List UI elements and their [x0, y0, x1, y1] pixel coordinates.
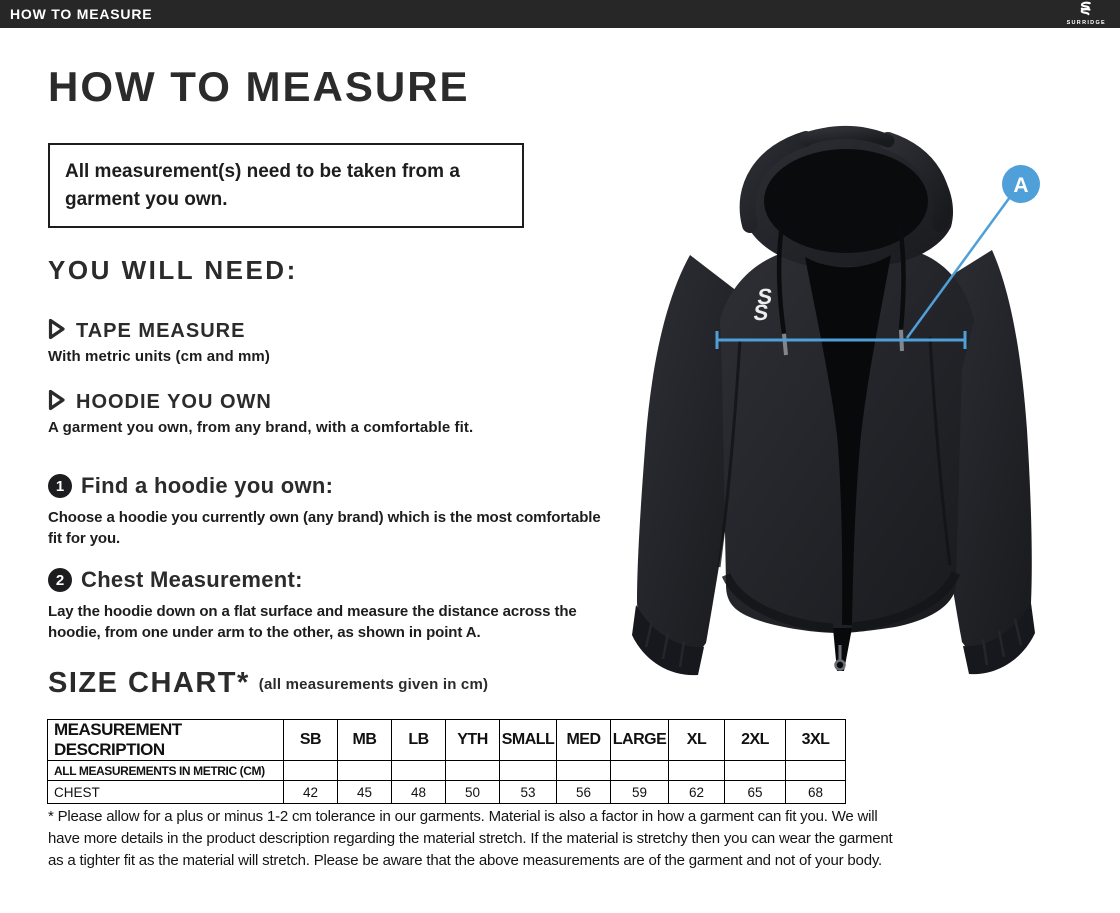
column-header: XL [669, 720, 725, 761]
point-a-marker [1002, 165, 1040, 203]
triangle-right-icon [48, 318, 66, 345]
row-label: CHEST [48, 781, 284, 804]
column-header: MB [338, 720, 392, 761]
triangle-right-icon [48, 389, 66, 416]
column-header: LARGE [611, 720, 669, 761]
column-header: MED [557, 720, 611, 761]
step-description: Lay the hoodie down on a flat surface and measure the distance across the hoodie, from one under arm to the other, as shown in point A. [48, 603, 577, 641]
page-title: HOW TO MEASURE [48, 63, 470, 110]
need-item-label: HOODIE YOU OWN [76, 391, 272, 413]
table-row [48, 761, 846, 781]
column-header: 2XL [725, 720, 786, 761]
step-number-badge: 1 [48, 474, 72, 498]
point-a-label: A [1013, 174, 1029, 197]
chest-size-value: 50 [446, 781, 500, 804]
chest-size-value: 62 [669, 781, 725, 804]
need-item-description: A garment you own, from any brand, with a comfortable fit. [48, 419, 474, 436]
need-item-label: TAPE MEASURE [76, 320, 246, 342]
need-item-description: With metric units (cm and mm) [48, 348, 270, 365]
column-header: SMALL [500, 720, 557, 761]
surridge-brand-logo [1067, 1, 1110, 27]
tolerance-footnote: * Please allow for a plus or minus 1-2 cm tolerance in our garments. Material is also a factor in how a garment can fit you. We will have more details in the product description regarding the material stretch. If the material is stretchy then you can wear the garment as a tighter fit as the material will stretch. Please be aware that the above measurements are of the garment and not of your body. [48, 808, 893, 870]
chest-size-value: 45 [338, 781, 392, 804]
chest-size-value: 48 [392, 781, 446, 804]
column-header: MEASUREMENT DESCRIPTION [48, 720, 284, 761]
step-2 [48, 567, 620, 643]
notice-text: All measurement(s) need to be taken from a garment you own. [65, 161, 460, 210]
chest-size-value: 53 [500, 781, 557, 804]
modal-title: HOW TO MEASURE [10, 6, 153, 22]
step-title: Chest Measurement: [81, 567, 303, 592]
surridge-s-icon [1078, 1, 1094, 20]
need-item-hoodie-you-own [48, 389, 648, 436]
column-header: LB [392, 720, 446, 761]
chest-size-value: 42 [284, 781, 338, 804]
size-chart-subtitle: (all measurements given in cm) [258, 676, 489, 693]
need-item-tape-measure [48, 318, 648, 365]
chest-size-value: 68 [786, 781, 846, 804]
brand-wordmark: SURRIDGE [1066, 20, 1106, 27]
size-chart-table [47, 719, 846, 804]
row-label: ALL MEASUREMENTS IN METRIC (CM) [48, 761, 284, 781]
step-title: Find a hoodie you own: [81, 473, 334, 498]
you-will-need-heading: YOU WILL NEED: [48, 255, 298, 285]
chest-size-value: 65 [725, 781, 786, 804]
svg-text:S: S [756, 284, 774, 309]
step-description: Choose a hoodie you currently own (any brand) which is the most comfortable fit for you. [48, 509, 601, 547]
step-1 [48, 473, 608, 549]
table-header-row [48, 720, 846, 761]
chest-size-value: 56 [557, 781, 611, 804]
hoodie-diagram [600, 105, 1120, 680]
hoodie-hood [744, 130, 953, 267]
svg-text:S: S [752, 300, 770, 325]
column-header: SB [284, 720, 338, 761]
chest-size-value: 59 [611, 781, 669, 804]
measurement-notice-box [48, 143, 524, 228]
size-chart-title: SIZE CHART* [48, 667, 250, 699]
modal-header-bar [0, 0, 1120, 28]
column-header: YTH [446, 720, 500, 761]
size-chart-heading [48, 667, 488, 700]
column-header: 3XL [786, 720, 846, 761]
table-row [48, 781, 846, 804]
step-number-badge: 2 [48, 568, 72, 592]
